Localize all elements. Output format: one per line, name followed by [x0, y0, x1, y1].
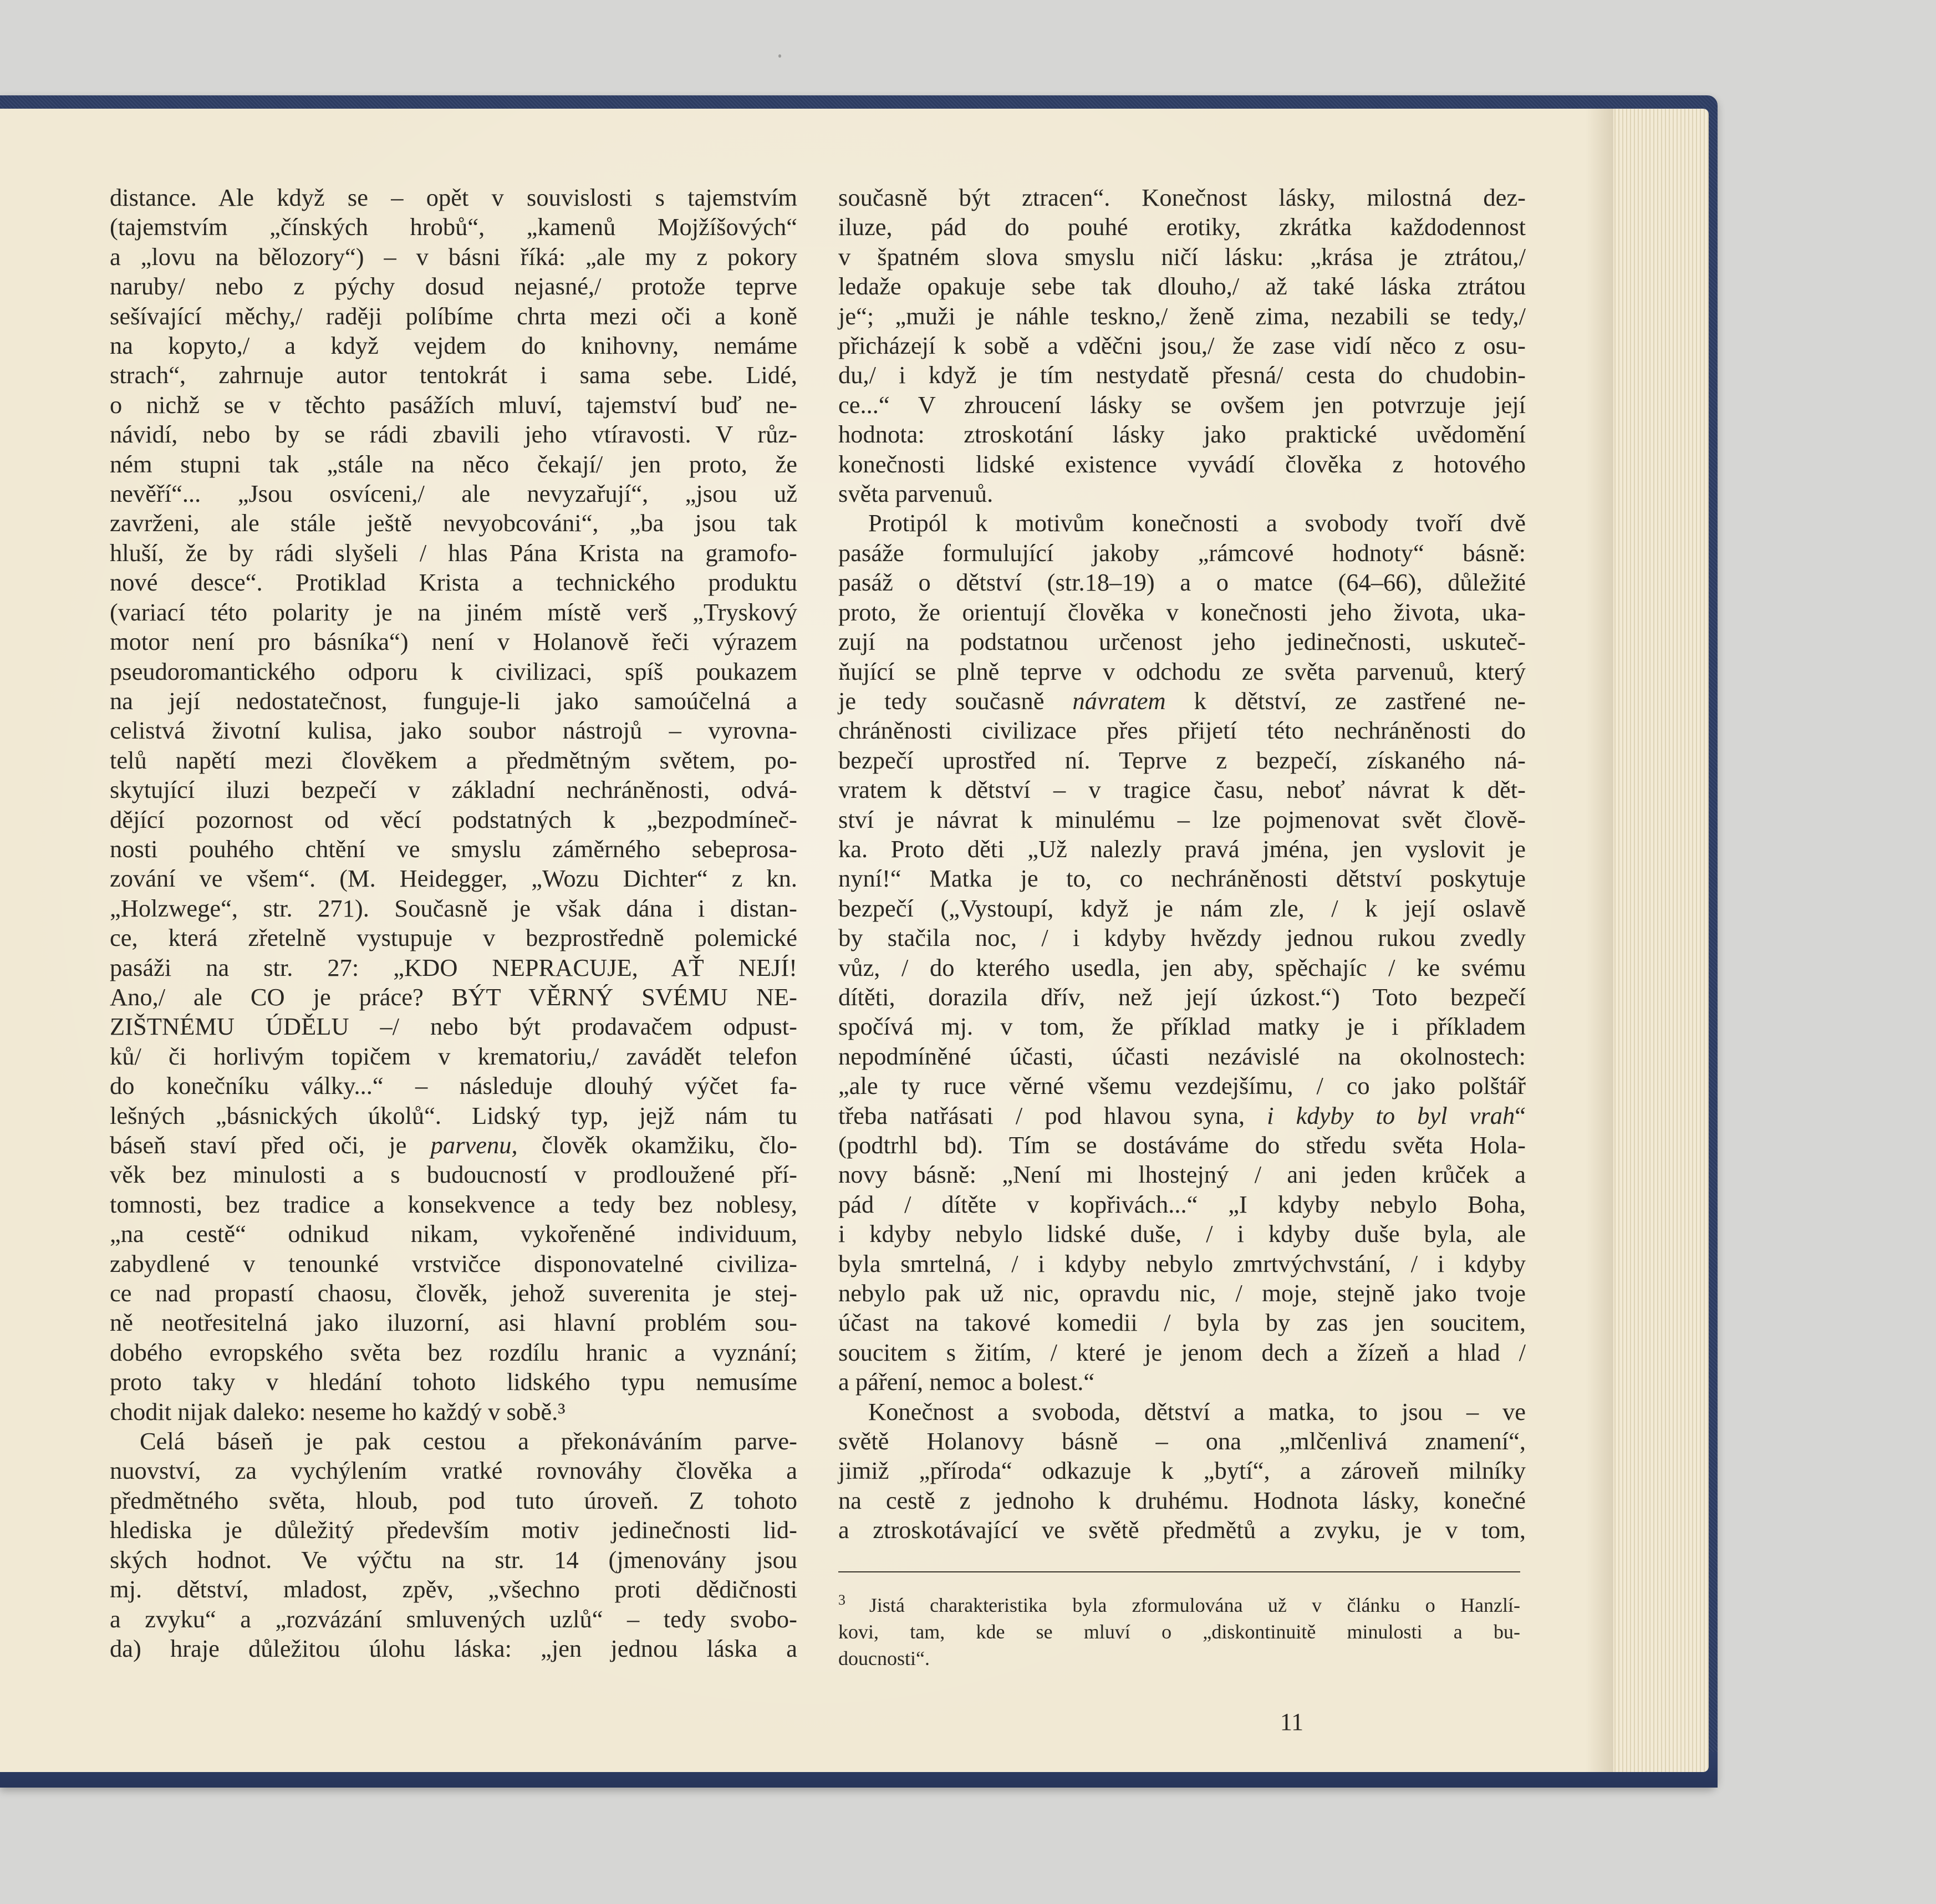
footnote-line: doucnosti“. — [838, 1647, 930, 1669]
text-line: nevěří“... „Jsou osvíceni,/ ale nevyzařují“, „jsou už — [110, 480, 797, 508]
text-line: zování ve všem“. (M. Heidegger, „Wozu Dichter“ z kn. — [110, 864, 797, 893]
text-line: je“; „muži je náhle teskno,/ ženě zima, nezabili se tedy,/ — [838, 302, 1526, 330]
footnote-marker: 3 — [838, 1592, 869, 1608]
text-line: zabydlené v tenounké vrstvičce disponovatelné civiliza- — [110, 1249, 797, 1277]
page-gutter-shadow — [1586, 109, 1613, 1772]
text-line: nebylo pak už nic, opravdu nic, / moje, stejně jako tvoje — [838, 1279, 1526, 1307]
text-line: skytující iluzi bezpečí v základní nechráněnosti, odvá- — [110, 776, 797, 804]
text-line: nyní!“ Matka je to, co nechráněnosti dětství poskytuje — [838, 864, 1526, 893]
text-line: ků/ či horlivým topičem v krematoriu,/ zavádět telefon — [110, 1042, 797, 1070]
text-line: dítěti, dorazila dřív, než její úzkost.“) Toto bezpečí — [838, 982, 1526, 1011]
footnote-rule — [838, 1571, 1520, 1572]
text-line: v špatném slova smyslu ničí lásku: „krása je ztrátou,/ — [838, 242, 1526, 271]
text-line: sešívající měchy,/ raději políbíme chrta mezi oči a koně — [110, 302, 797, 330]
text-line: a zvyku“ a „rozvázání smluvených uzlů“ – tedy svobo- — [110, 1605, 797, 1633]
text-line: iluze, pád do pouhé erotiky, zkrátka každodennost — [838, 213, 1526, 241]
text-line: ledaže opakuje sebe tak dlouho,/ až také láska ztrátou — [838, 272, 1526, 301]
text-line: současně být ztracen“. Konečnost lásky, milostná dez- — [838, 184, 1526, 211]
text-line: světě Holanovy básně – ona „mlčenlivá znamení“, — [838, 1427, 1526, 1455]
text-line: mj. dětství, mladost, zpěv, „všechno proti dědičnosti — [110, 1575, 797, 1603]
text-line: třeba natřásati / pod hlavou syna, i kdyby to byl vrah“ — [838, 1101, 1526, 1129]
text-line: pasáž o dětství (str.18–19) a o matce (64–66), důležité — [838, 568, 1526, 597]
text-line: naruby/ nebo z pýchy dosud nejasné,/ protože teprve — [110, 272, 797, 301]
text-line: (variací této polarity je na jiném místě verš „Tryskový — [110, 598, 797, 626]
text-line: bezpečí uprostřed ní. Teprve z bezpečí, získaného ná- — [838, 746, 1526, 774]
left-text-column — [110, 183, 797, 1663]
text-line: Celá báseň je pak cestou a překonáváním parve- — [140, 1427, 797, 1455]
text-line: a „lovu na bělozory“) – v básni říká: „ale my z pokory — [110, 242, 797, 271]
text-line: bezpečí („Vystoupí, když je nám zle, / k její oslavě — [838, 894, 1526, 922]
text-line: ství je návrat k minulému – lze pojmenovat svět člově- — [838, 805, 1526, 833]
text-line: lešných „básnických úkolů“. Lidský typ, jejž nám tu — [110, 1101, 797, 1129]
text-line: Konečnost a svoboda, dětství a matka, to jsou – ve — [868, 1397, 1526, 1426]
text-line: by stačila noc, / i kdyby hvězdy jednou rukou zvedly — [838, 924, 1526, 952]
text-line: i kdyby nebylo lidské duše, / i kdyby duše byla, ale — [838, 1220, 1526, 1248]
text-line: telů napětí mezi člověkem a předmětným světem, po- — [110, 746, 797, 774]
text-line: jimiž „příroda“ odkazuje k „bytí“, a zároveň milníky — [838, 1457, 1526, 1485]
text-line: světa parvenuů. — [838, 480, 994, 508]
text-line: pasáže formulující jakoby „rámcové hodnoty“ básně: — [838, 538, 1526, 567]
text-line: soucitem s žitím, / které je jenom dech a žízeň a hlad / — [838, 1338, 1526, 1366]
text-line: věk bez minulosti a s budoucností v prodloužené pří- — [110, 1160, 797, 1189]
text-line: báseň staví před oči, je parvenu, člověk okamžiku, člo- — [110, 1131, 798, 1159]
text-line: na cestě z jednoho k druhému. Hodnota lásky, konečné — [838, 1486, 1526, 1514]
text-line: ce nad propastí chaosu, člověk, jehož suverenita je stej- — [110, 1279, 797, 1307]
footnote-line: kovi, tam, kde se mluví o „diskontinuitě minulosti a bu- — [838, 1621, 1520, 1643]
text-line: nové desce“. Protiklad Krista a technického produktu — [110, 568, 797, 597]
text-line: účast na takové komedii / byla by zas jen soucitem, — [838, 1309, 1526, 1337]
text-line: distance. Ale když se – opět v souvislosti s tajemstvím — [110, 184, 797, 211]
text-line: vratem k dětství – v tragice času, neboť návrat k dět- — [838, 776, 1526, 804]
text-line: „ale ty ruce věrné všemu vezdejšímu, / co jako polštář — [838, 1072, 1526, 1100]
text-line: předmětného světa, hloub, pod tuto úroveň. Z tohoto — [110, 1486, 797, 1514]
text-line: spočívá mj. v tom, že příklad matky je i příkladem — [838, 1012, 1526, 1041]
text-line: ZIŠTNÉMU ÚDĚLU –/ nebo být prodavačem odpust- — [110, 1012, 797, 1041]
text-line: ce, která zřetelně vystupuje v bezprostředně polemické — [110, 924, 797, 952]
text-line: ném stupni tak „stále na něco čekají/ jen proto, že — [110, 450, 797, 478]
text-line: nosti pouhého chtění ve smyslu záměrného sebeprosa- — [110, 834, 797, 863]
text-line: proto taky v hledání tohoto lidského typu nemusíme — [110, 1368, 797, 1396]
text-line: pseudoromantického odporu k civilizaci, spíš poukazem — [110, 657, 797, 685]
page-stack-edge — [1608, 109, 1709, 1772]
text-line: ských hodnot. Ve výčtu na str. 14 (jmenovány jsou — [110, 1545, 797, 1574]
text-line: (tajemstvím „čínských hrobů“, „kamenů Mojžíšových“ — [110, 213, 797, 241]
text-line: ňující se plně teprve v odchodu ze světa parvenuů, který — [838, 657, 1526, 685]
text-line: byla smrtelná, / i kdyby nebylo zmrtvýchvstání, / i kdyby — [838, 1249, 1526, 1277]
text-line: motor není pro básníka“) není v Holanově řeči výrazem — [110, 628, 797, 656]
text-line: pasáži na str. 27: „KDO NEPRACUJE, AŤ NEJÍ! — [110, 953, 797, 981]
text-line: na její nedostatečnost, funguje-li jako samoúčelná a — [110, 686, 797, 715]
text-line: o nichž se v těchto pasážích mluví, tajemství buď ne- — [110, 390, 797, 419]
dust-speck — [778, 54, 781, 58]
footnote-line: $^3$ Jistá charakteristika byla zformulována už v článku o Hanzlí- — [838, 1592, 1521, 1616]
text-line: hluší, že by rádi slyšeli / hlas Pána Krista na gramofo- — [110, 538, 797, 567]
text-line: ka. Proto děti „Už nalezly pravá jména, jen vyslovit je — [838, 834, 1526, 863]
text-line: tomnosti, bez tradice a konsekvence a tedy bez noblesy, — [110, 1190, 797, 1218]
text-line: (podtrhl bd). Tím se dostáváme do středu světa Hola- — [838, 1131, 1526, 1159]
text-line: du,/ i když je tím nestydatě přesná/ cesta do chudobin- — [838, 361, 1526, 389]
text-line: dobého evropského světa bez rozdílu hranic a vyznání; — [110, 1338, 797, 1366]
page-number: 11 — [1280, 1708, 1304, 1735]
text-line: hlediska je důležitý především motiv jedinečnosti lid- — [110, 1516, 797, 1544]
text-line: je tedy současně návratem k dětství, ze zastřené ne- — [838, 686, 1526, 715]
text-line: a páření, nemoc a bolest.“ — [838, 1368, 1095, 1396]
text-line: zavrženi, ale stále ještě nevyobcováni“, „ba jsou tak — [110, 509, 797, 537]
text-line: Protipól k motivům konečnosti a svobody tvoří dvě — [868, 509, 1526, 537]
footnote — [838, 1587, 1520, 1672]
text-line: hodnota: ztroskotání lásky jako praktické uvědomění — [838, 420, 1526, 449]
text-line: a ztroskotávající ve světě předmětů a zvyku, je v tom, — [838, 1516, 1526, 1544]
text-line: návidí, nebo by se rádi zbavili jeho vtíravosti. V růz- — [110, 420, 797, 449]
text-line: nepodmíněné účasti, účasti nezávislé na okolnostech: — [838, 1042, 1526, 1070]
text-line: novy básně: „Není mi lhostejný / ani jeden krůček a — [838, 1160, 1526, 1189]
text-line: do konečníku války...“ – následuje dlouhý výčet fa- — [110, 1072, 797, 1100]
text-line: „Holzwege“, str. 271). Současně je však dána i distan- — [110, 894, 797, 922]
text-line: chodit nijak daleko: neseme ho každý v sobě.³ — [110, 1397, 565, 1426]
text-line: ce...“ V zhroucení lásky se ovšem jen potvrzuje její — [838, 390, 1526, 419]
text-line: ně neotřesitelná jako iluzorní, asi hlavní problém sou- — [110, 1309, 797, 1337]
text-line: „na cestě“ odnikud nikam, vykořeněné individuum, — [110, 1220, 797, 1248]
text-line: přicházejí k sobě a vděčni jsou,/ že zase vidí něco z osu- — [838, 332, 1526, 360]
text-line: zují na podstatnou určenost jeho jedinečnosti, uskuteč- — [838, 628, 1526, 656]
text-line: strach“, zahrnuje autor tentokrát i sama sebe. Lidé, — [110, 361, 797, 389]
text-line: nuovství, za vychýlením vratké rovnováhy člověka a — [110, 1457, 797, 1485]
text-line: Ano,/ ale CO je práce? BÝT VĚRNÝ SVÉMU NE- — [110, 982, 797, 1011]
text-line: celistvá životní kulisa, jako soubor nástrojů – vyrovna- — [110, 716, 797, 745]
right-text-column — [838, 183, 1526, 1545]
text-line: vůz, / do kterého usedla, jen aby, spěchajíc / ke svému — [838, 953, 1526, 981]
text-line: chráněnosti civilizace přes přijetí této nechráněnosti do — [838, 716, 1526, 745]
text-line: da) hraje důležitou úlohu láska: „jen jednou láska a — [110, 1634, 797, 1662]
text-line: konečnosti lidské existence vyvádí člověka z hotového — [838, 450, 1526, 478]
text-line: pád / dítěte v kopřivách...“ „I kdyby nebylo Boha, — [838, 1190, 1526, 1218]
text-line: na kopyto,/ a když vejdem do knihovny, nemáme — [110, 332, 797, 360]
text-line: proto, že orientují člověka v konečnosti jeho života, uka- — [838, 598, 1526, 626]
text-line: dějící pozornost od věcí podstatných k „bezpodmíneč- — [110, 805, 797, 833]
